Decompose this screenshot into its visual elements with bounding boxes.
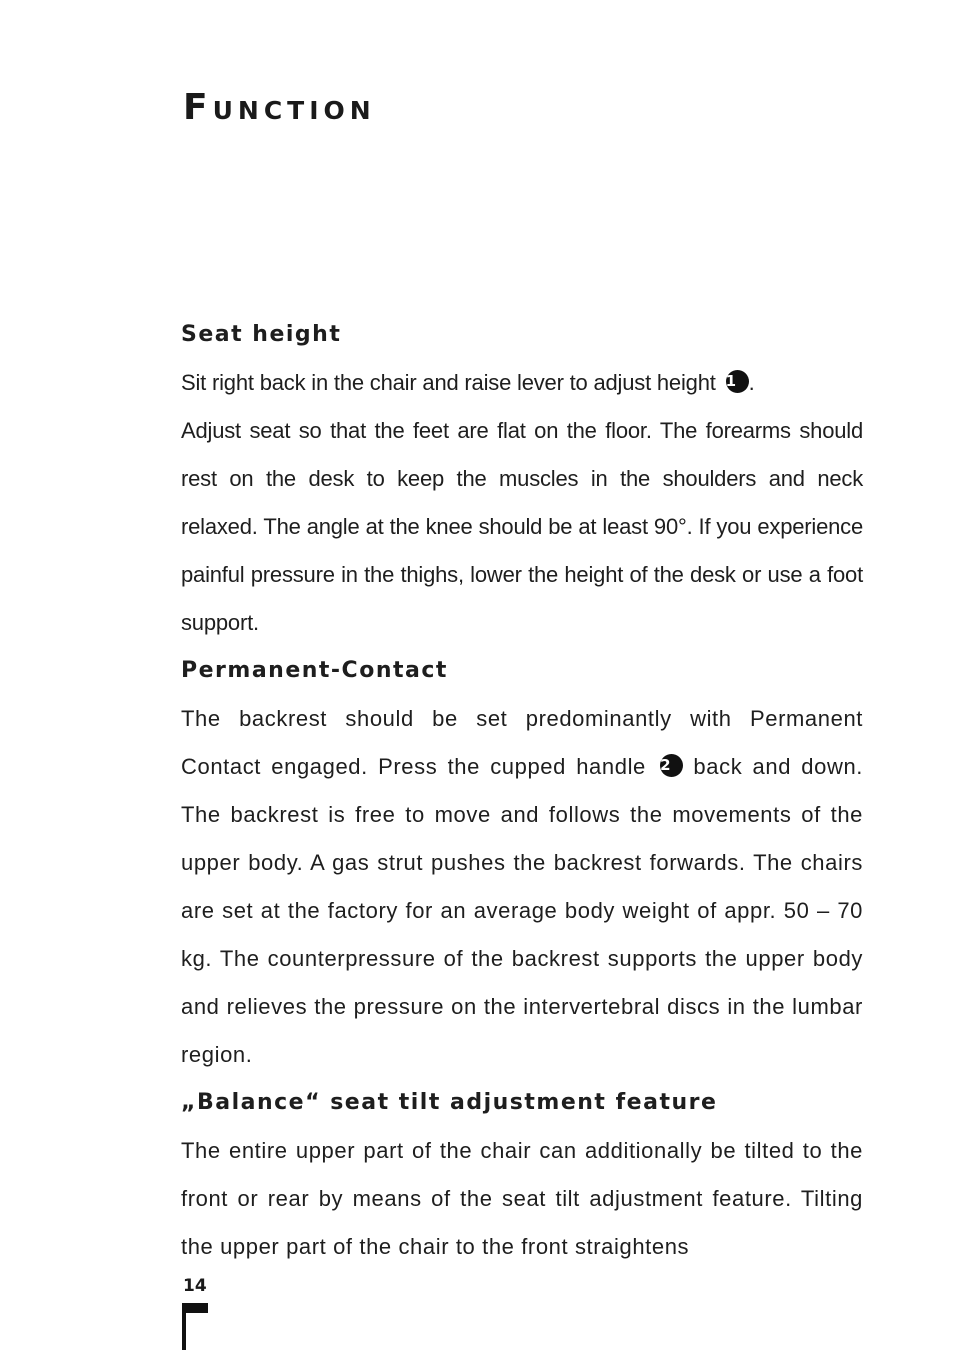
- number-2-icon: 2: [660, 754, 683, 777]
- section-heading-seat-height: Seat height: [181, 322, 342, 347]
- seat-height-paragraph-2: Adjust seat so that the feet are flat on the floor. The forearms should rest on the desk to keep the muscles in the shoulders and neck relaxed. The angle at the knee should be at least 90°. If you experience painful pressure in the thighs, lower the height of the desk or use a foot support.: [181, 418, 863, 635]
- text-run: Sit right back in the chair and raise lever to adjust height: [181, 370, 716, 395]
- text-run: back and down. The backrest is free to move and follows the movements of the upper body. A gas strut pushes the backrest forwards. The chairs are set at the factory for an average body weight of appr. 50 – 70 kg. The counterpressure of the backrest supports the upper body and relieves the pressure on the intervertebral discs in the lumbar region.: [181, 754, 864, 1067]
- text-run: The backrest should be set predominantly with Permanent Contact engaged. Press the cupped handle: [181, 706, 863, 779]
- document-body: [181, 311, 863, 1271]
- corner-bracket-horizontal: [182, 1303, 208, 1313]
- section-heading-balance: „Balance“ seat tilt adjustment feature: [181, 1090, 718, 1115]
- number-1-icon: 1: [726, 370, 749, 393]
- text-run: .: [748, 370, 755, 395]
- page-corner-bracket-icon: [182, 1303, 208, 1350]
- balance-paragraph: The entire upper part of the chair can additionally be tilted to the front or rear by means of the seat tilt adjustment feature. Tilting the upper part of the chair to the front straightens: [181, 1138, 863, 1259]
- seat-height-paragraph-1: [181, 359, 863, 407]
- section-heading-permanent-contact: Permanent-Contact: [181, 658, 448, 683]
- permanent-contact-paragraph: [181, 695, 863, 1079]
- page-title: Function: [183, 87, 376, 128]
- page-number: 14: [183, 1276, 207, 1296]
